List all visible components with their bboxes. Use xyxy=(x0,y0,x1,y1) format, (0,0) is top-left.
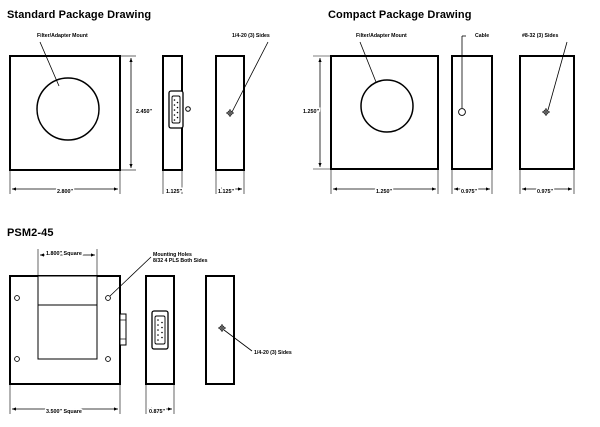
psm-package xyxy=(10,249,292,415)
compact-side-body-2 xyxy=(520,56,574,169)
standard-package xyxy=(10,33,270,195)
compact-width-dim: 1.250" xyxy=(376,189,393,195)
standard-side-dim-1: 1.125" xyxy=(166,189,183,195)
compact-height-dim: 1.250" xyxy=(303,109,320,115)
compact-package-title: Compact Package Drawing xyxy=(328,9,472,21)
standard-height-dim: 2.450" xyxy=(136,109,153,115)
compact-side-dim-1: 0.975" xyxy=(461,189,478,195)
standard-sides-label: 1/4-20 (3) Sides xyxy=(232,33,270,39)
psm-connector-tab xyxy=(120,314,126,345)
compact-side-dim-2: 0.975" xyxy=(537,189,554,195)
standard-filter-label: Filter/Adapter Mount xyxy=(37,33,88,39)
psm-window-inner xyxy=(38,305,97,359)
psm-mounting-label-1: Mounting Holes xyxy=(153,252,192,258)
psm-db9-face xyxy=(155,316,165,344)
psm-mounting-label-2: 8/32 4 PLS Both Sides xyxy=(153,258,208,264)
connector-screw-icon xyxy=(186,107,191,112)
psm-side-body-2 xyxy=(206,276,234,384)
standard-side-dim-2: 1.125" xyxy=(218,189,235,195)
psm-width-dim: 3.500" Square xyxy=(46,409,82,415)
compact-filter-label: Filter/Adapter Mount xyxy=(356,33,407,39)
db9-connector-face xyxy=(172,96,180,123)
standard-filter-mount-circle xyxy=(37,78,99,140)
psm-side-dim: 0.875" xyxy=(149,409,166,415)
compact-sides-label: #8-32 (3) Sides xyxy=(522,33,559,39)
compact-package xyxy=(303,33,574,195)
compact-side-body-1 xyxy=(452,56,492,169)
psm-title: PSM2-45 xyxy=(7,227,54,239)
cable-port-icon xyxy=(459,109,466,116)
compact-filter-mount-circle xyxy=(361,80,413,132)
compact-cable-label: Cable xyxy=(475,33,490,39)
psm-window-outer xyxy=(38,276,97,305)
psm-sides-label: 1/4-20 (3) Sides xyxy=(254,350,292,356)
psm-square-label: 1.800" Square xyxy=(46,251,82,257)
standard-package-title: Standard Package Drawing xyxy=(7,9,152,21)
standard-width-dim: 2.800" xyxy=(57,189,74,195)
